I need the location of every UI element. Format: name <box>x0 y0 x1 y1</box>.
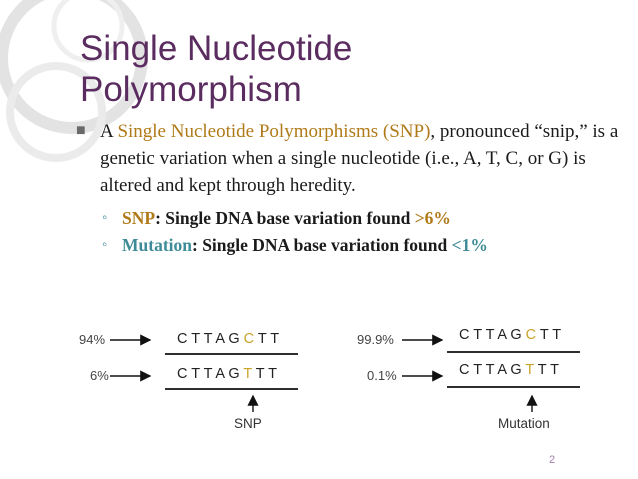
snp-label: SNP <box>234 416 262 431</box>
left-percent-top: 94% <box>79 332 106 347</box>
bullet-dot-icon: ■ <box>76 122 86 139</box>
slide-number: 2 <box>549 454 556 466</box>
bullet-text: , pronounced “snip,” is a genetic variation when a single nucleotide (i.e., A, T, C, or G) is altered and kept through heredity. <box>100 121 619 196</box>
diagram-right <box>357 327 580 431</box>
left-seq-bottom: C T T A G T T T <box>177 366 277 382</box>
circle-bullet-icon: ◦ <box>102 210 108 226</box>
diagram-left <box>79 331 298 431</box>
right-percent-bottom: 0.1% <box>367 368 397 383</box>
title-line-1: Single Nucleotide <box>80 29 353 68</box>
bullet-prefix: A <box>100 121 118 142</box>
sub-value-snp: >6% <box>414 208 451 228</box>
title-line-2: Polymorphism <box>80 70 302 109</box>
right-seq-top: C T T A G C T T <box>459 327 562 343</box>
sub-text-mutation: : Single DNA base variation found <box>192 235 452 255</box>
sub-term-snp: SNP <box>122 208 156 228</box>
left-percent-bottom: 6% <box>90 368 109 383</box>
circle-bullet-icon: ◦ <box>102 237 108 253</box>
sub-term-mutation: Mutation <box>122 235 192 255</box>
mutation-label: Mutation <box>498 416 550 431</box>
sub-text-snp: : Single DNA base variation found <box>155 208 415 228</box>
right-seq-bottom: C T T A G T T T <box>459 362 559 378</box>
snp-term: Single Nucleotide Polymorphisms (SNP) <box>117 121 431 142</box>
left-seq-top: C T T A G C T T <box>177 331 280 347</box>
sub-value-mutation: <1% <box>451 235 488 255</box>
right-percent-top: 99.9% <box>357 332 394 347</box>
